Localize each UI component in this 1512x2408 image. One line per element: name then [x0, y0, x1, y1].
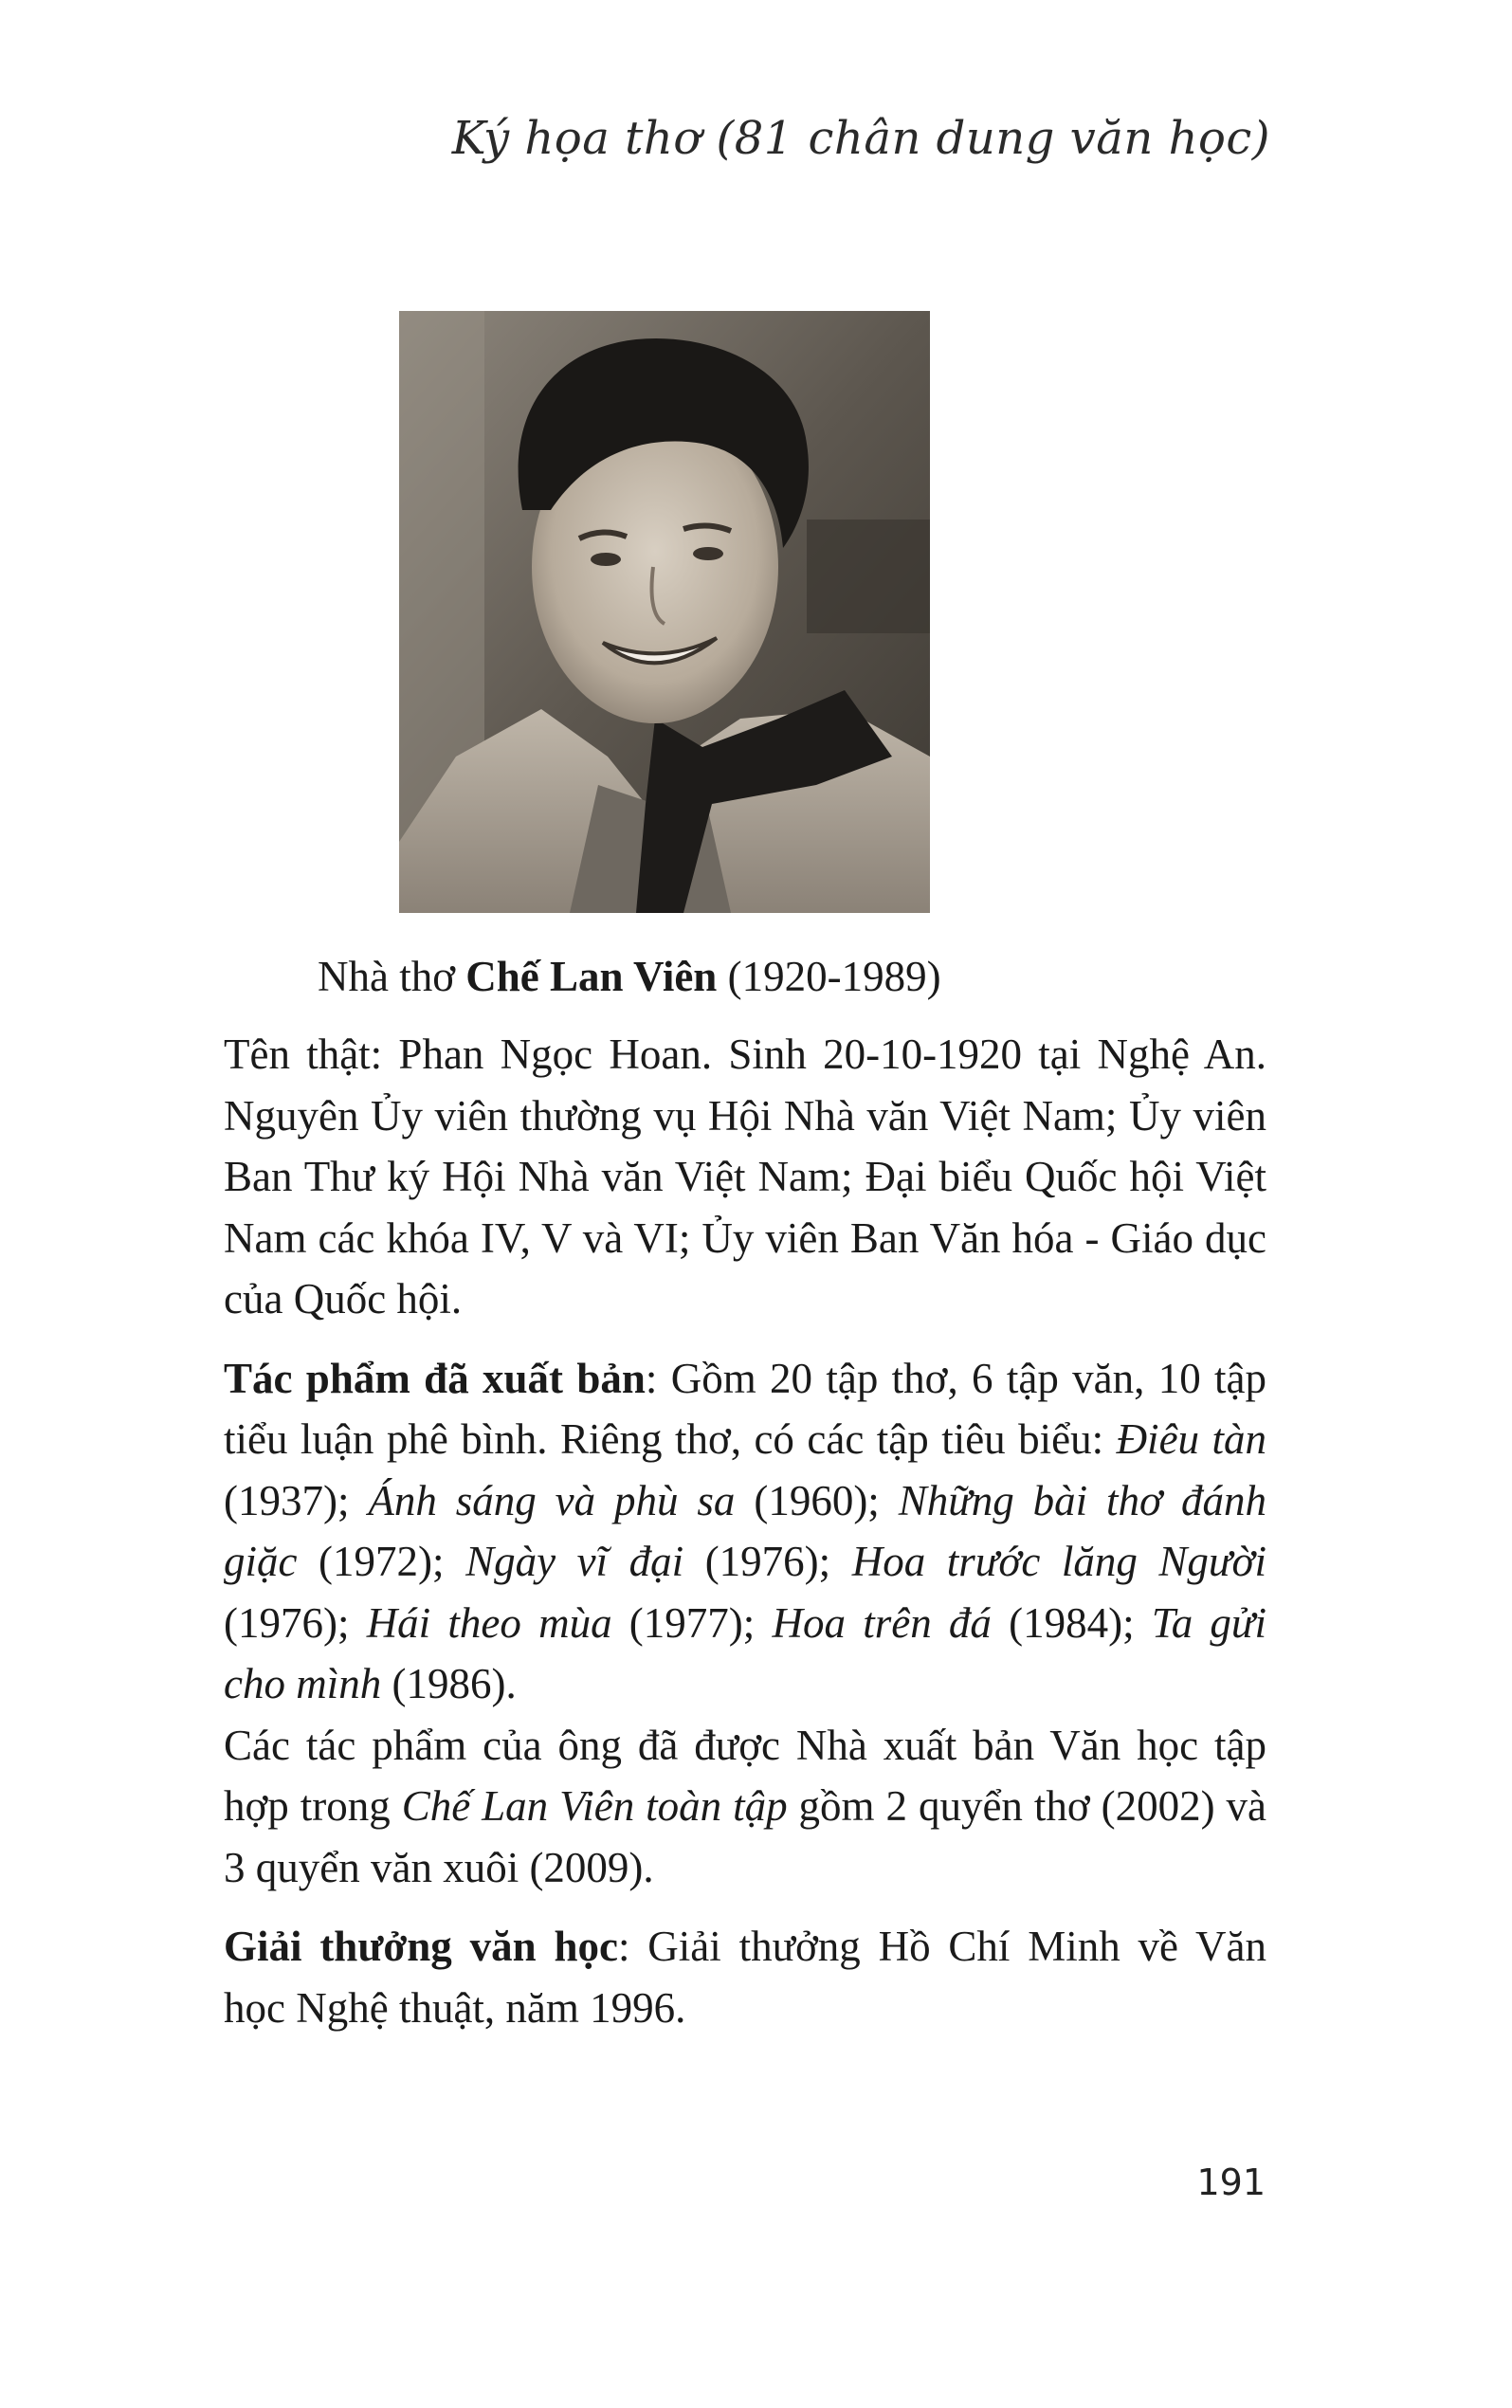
poet-years: (1920-1989)	[717, 953, 941, 1000]
collected-title: Chế Lan Viên toàn tập	[401, 1782, 788, 1830]
portrait-photo	[399, 311, 930, 913]
work-title: Điêu tàn	[1116, 1415, 1266, 1463]
work-title: Hái theo mùa	[366, 1598, 612, 1647]
running-header: Ký họa thơ (81 chân dung văn học)	[451, 112, 1270, 165]
poet-name: Chế Lan Viên	[465, 953, 718, 1000]
work-year: (1984);	[991, 1598, 1152, 1647]
work-year: (1960);	[735, 1476, 899, 1524]
biography-content	[224, 1024, 1266, 2038]
work-title: Ánh sáng và phù sa	[368, 1476, 736, 1524]
award-colon: :	[617, 1923, 648, 1970]
portrait-caption	[318, 948, 941, 1005]
work-title: Những bài thơ đánh giặc	[224, 1476, 1266, 1585]
works-colon: :	[645, 1354, 671, 1402]
collected-before: Các tác phẩm của ông đã được Nhà xuất bản Văn học tập hợp trong	[224, 1721, 1266, 1830]
collected-after: gồm 2 quyển thơ (2002) và 3 quyển văn xuôi (2009).	[224, 1782, 1266, 1891]
page-number: 191	[1196, 2162, 1266, 2203]
works-intro: Gồm 20 tập thơ, 6 tập văn, 10 tập tiểu luận phê bình. Riêng thơ, có các tập tiêu biểu:	[224, 1354, 1266, 1463]
work-year: (1977);	[611, 1598, 773, 1647]
work-year: (1976);	[224, 1598, 367, 1647]
collected-paragraph	[224, 1715, 1266, 1899]
caption-prefix: Nhà thơ	[318, 953, 466, 1000]
work-title: Ngày vĩ đại	[465, 1538, 684, 1585]
bio-text: Tên thật: Phan Ngọc Hoan. Sinh 20-10-1920 tại Nghệ An. Nguyên Ủy viên thường vụ Hội Nhà văn Việt Nam; Ủy viên Ban Thư ký Hội Nhà văn Việt Nam; Đại biểu Quốc hội Việt Nam các khóa IV, V và VI; Ủy viên Ban Văn hóa - Giáo dục của Quốc hội.	[224, 1031, 1266, 1323]
work-year: (1986).	[381, 1660, 517, 1707]
work-title: Hoa trước lăng Người	[851, 1538, 1266, 1585]
works-label: Tác phẩm đã xuất bản	[224, 1354, 646, 1402]
work-year: (1976);	[683, 1538, 852, 1585]
work-title: Ta gửi cho mình	[224, 1598, 1266, 1707]
portrait-image	[399, 311, 930, 913]
award-label: Giải thưởng văn học	[224, 1923, 618, 1970]
work-year: (1972);	[297, 1538, 466, 1585]
award-paragraph	[224, 1916, 1266, 2038]
award-text: Giải thưởng Hồ Chí Minh về Văn học Nghệ thuật, năm 1996.	[224, 1923, 1266, 2032]
bio-paragraph	[224, 1024, 1266, 1330]
work-year: (1937);	[224, 1476, 369, 1524]
works-paragraph	[224, 1348, 1266, 1715]
work-title: Hoa trên đá	[772, 1598, 992, 1647]
